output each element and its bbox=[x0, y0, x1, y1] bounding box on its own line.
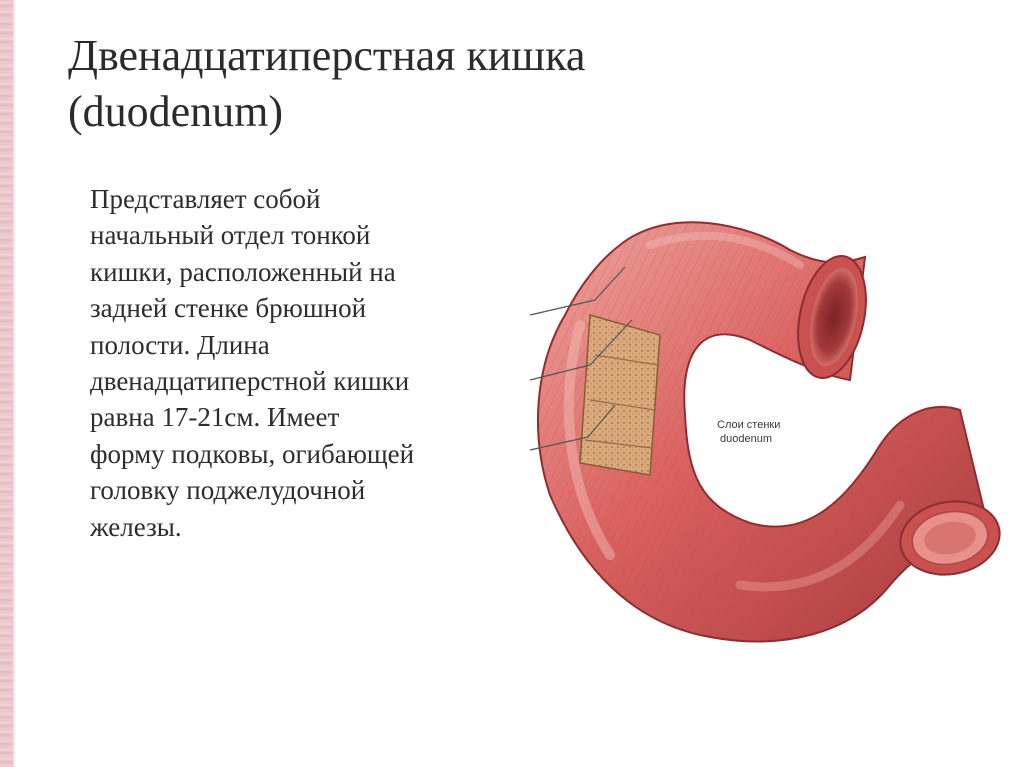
duodenum-illustration bbox=[520, 205, 1010, 675]
body-line-5: полости. Длина bbox=[90, 329, 270, 360]
body-line-1: Представляет собой bbox=[90, 184, 321, 214]
slide-title bbox=[68, 28, 728, 140]
duodenum-drawing bbox=[520, 205, 1010, 675]
body-line-10: железы. bbox=[90, 511, 182, 542]
body-line-6: двенадцатиперстной кишки bbox=[90, 366, 410, 397]
body-line-9: головку поджелудочной bbox=[90, 475, 366, 506]
figure-label-line-2: duodenum bbox=[720, 433, 772, 445]
wall-layers-window bbox=[580, 315, 660, 475]
body-line-2: начальный отдел тонкой bbox=[90, 220, 371, 251]
decorative-side-band bbox=[0, 0, 13, 767]
body-line-7: равна 17-21см. Имеет bbox=[90, 402, 340, 433]
slide-title-line-1: Двенадцатиперстная кишка bbox=[68, 31, 586, 80]
slide-title-line-2: (duodenum) bbox=[68, 87, 284, 136]
body-line-3: кишки, расположенный на bbox=[90, 256, 396, 287]
body-line-8: форму подковы, огибающей bbox=[90, 438, 415, 469]
body-paragraph bbox=[90, 181, 520, 545]
decorative-side-line bbox=[13, 0, 15, 767]
body-line-4: задней стенке брюшной bbox=[90, 293, 367, 324]
figure-label-line-1: Слои стенки bbox=[717, 419, 781, 431]
